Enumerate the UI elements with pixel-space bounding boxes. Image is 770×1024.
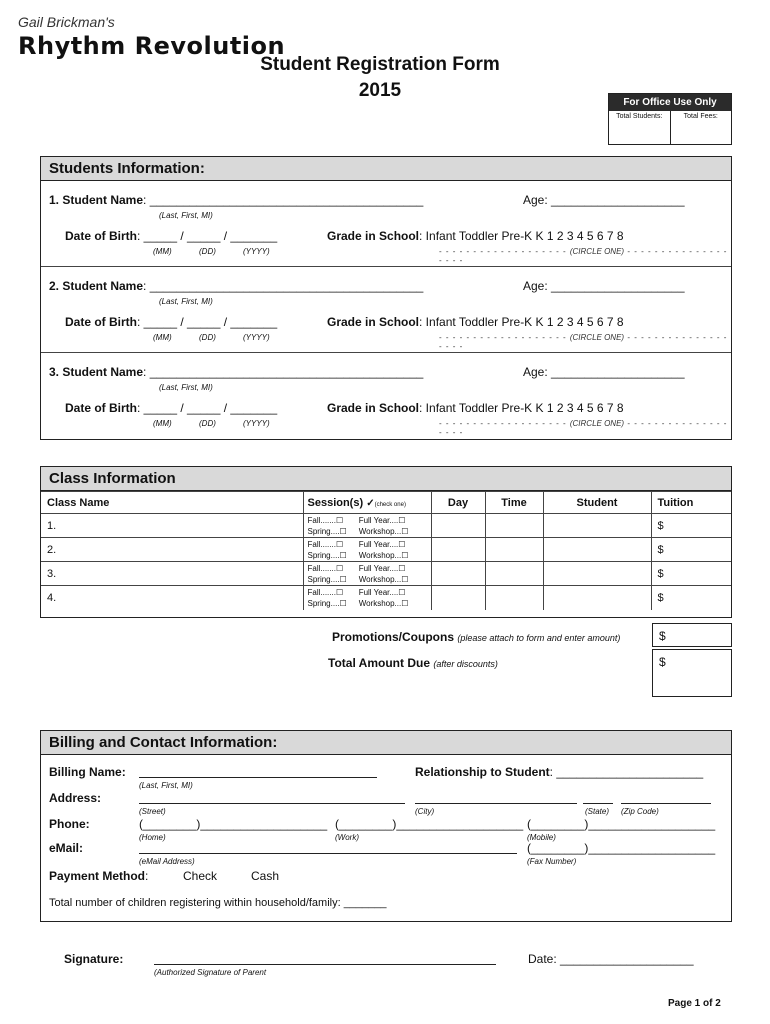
mobile-hint: (Mobile) <box>527 833 556 842</box>
dob-field[interactable]: : _____ / _____ / _______ <box>137 315 278 329</box>
student-name-label: 1. Student Name <box>49 193 144 207</box>
circle-one-hint: (CIRCLE ONE) <box>569 333 625 342</box>
name-hint: (Last, First, MI) <box>159 297 213 306</box>
time-cell[interactable] <box>485 586 543 610</box>
work-phone-field[interactable]: (________)___________________ <box>335 817 524 831</box>
grade-options[interactable]: : Infant Toddler Pre-K K 1 2 3 4 5 6 7 8 <box>419 229 624 243</box>
student-header: Student <box>543 492 651 514</box>
time-cell[interactable] <box>485 514 543 538</box>
class-name-cell[interactable]: 1. <box>41 514 303 538</box>
tuition-cell[interactable]: $ <box>651 562 731 586</box>
day-cell[interactable] <box>431 538 485 562</box>
time-cell[interactable] <box>485 538 543 562</box>
day-cell[interactable] <box>431 514 485 538</box>
student-name-label: 3. Student Name <box>49 365 144 379</box>
class-name-cell[interactable]: 4. <box>41 586 303 610</box>
name-hint: (Last, First, MI) <box>159 383 213 392</box>
tuition-header: Tuition <box>651 492 731 514</box>
payment-label: Payment Method <box>49 869 146 883</box>
billing-name-hint: (Last, First, MI) <box>139 781 193 790</box>
relationship-label: Relationship to Student <box>415 765 550 779</box>
session-cell[interactable]: Fall.......☐ Spring....☐ Full Year....☐ Workshop...☐ <box>303 562 431 586</box>
dob-field[interactable]: : _____ / _____ / _______ <box>137 401 278 415</box>
time-header: Time <box>485 492 543 514</box>
class-heading: Class Information <box>41 467 731 491</box>
fax-field[interactable]: (________)___________________ <box>527 841 716 855</box>
street-hint: (Street) <box>139 807 166 816</box>
home-hint: (Home) <box>139 833 166 842</box>
city-hint: (City) <box>415 807 435 816</box>
zip-hint: (Zip Code) <box>621 807 659 816</box>
tuition-cell[interactable]: $ <box>651 538 731 562</box>
tuition-cell[interactable]: $ <box>651 514 731 538</box>
state-hint: (State) <box>585 807 610 816</box>
work-hint: (Work) <box>335 833 359 842</box>
dob-hint-dd: (DD) <box>199 419 216 428</box>
fax-hint: (Fax Number) <box>527 857 577 866</box>
grade-dashes: - - - - - - - - - - - - - - - - - - - <box>439 419 728 437</box>
student-block <box>41 267 731 353</box>
grade-options[interactable]: : Infant Toddler Pre-K K 1 2 3 4 5 6 7 8 <box>419 401 624 415</box>
address-label: Address: <box>49 791 102 805</box>
grade-dashes: - - - - - - - - - - - - - - - - - - - <box>439 419 567 428</box>
students-heading: Students Information: <box>41 157 731 181</box>
dob-label: Date of Birth <box>65 229 137 243</box>
table-row <box>41 586 731 610</box>
grade-label: Grade in School <box>327 315 420 329</box>
time-cell[interactable] <box>485 562 543 586</box>
signature-label: Signature: <box>64 952 124 966</box>
circle-one-hint: (CIRCLE ONE) <box>569 419 625 428</box>
payment-cash-option[interactable]: Cash <box>251 869 280 883</box>
office-heading: For Office Use Only <box>609 94 731 111</box>
dob-label: Date of Birth <box>65 401 137 415</box>
session-cell[interactable]: Fall.......☐ Spring....☐ Full Year....☐ Workshop...☐ <box>303 538 431 562</box>
promotions-field[interactable]: $ <box>652 623 732 647</box>
age-field[interactable]: Age: ____________________ <box>523 279 685 293</box>
dob-hint-mm: (MM) <box>153 333 172 342</box>
grade-dashes: - - - - - - - - - - - - - - - - - - - <box>439 333 567 342</box>
mobile-phone-field[interactable]: (________)___________________ <box>527 817 716 831</box>
date-field[interactable]: Date: ____________________ <box>528 952 694 966</box>
student-cell[interactable] <box>543 562 651 586</box>
class-name-cell[interactable]: 2. <box>41 538 303 562</box>
total-due-note: (after discounts) <box>433 659 498 669</box>
session-header: Session(s) ✓(check one) <box>303 492 431 514</box>
logo-title: Rhythm Revolution <box>18 32 286 60</box>
student-block <box>41 181 731 267</box>
student-name-field[interactable]: : _________________________________________ <box>143 193 424 207</box>
student-name-field[interactable]: : _________________________________________ <box>143 365 424 379</box>
total-due-label: Total Amount Due <box>328 656 430 670</box>
home-phone-field[interactable]: (________)___________________ <box>139 817 328 831</box>
dob-field[interactable]: : _____ / _____ / _______ <box>137 229 278 243</box>
class-name-header: Class Name <box>41 492 303 514</box>
billing-name-field[interactable] <box>139 777 377 778</box>
age-field[interactable]: Age: ____________________ <box>523 193 685 207</box>
dob-hint-yyyy: (YYYY) <box>243 419 270 428</box>
billing-name-label: Billing Name: <box>49 765 126 779</box>
grade-dashes: - - - - - - - - - - - - - - - - - - - <box>439 247 728 265</box>
dob-hint-mm: (MM) <box>153 419 172 428</box>
dob-label: Date of Birth <box>65 315 137 329</box>
grade-options[interactable]: : Infant Toddler Pre-K K 1 2 3 4 5 6 7 8 <box>419 315 624 329</box>
page-number: Page 1 of 2 <box>668 998 721 1009</box>
dob-hint-yyyy: (YYYY) <box>243 333 270 342</box>
city-field[interactable] <box>415 803 577 804</box>
student-cell[interactable] <box>543 514 651 538</box>
student-name-field[interactable]: : _________________________________________ <box>143 279 424 293</box>
grade-dashes: - - - - - - - - - - - - - - - - - - - <box>439 333 728 351</box>
circle-one-hint: (CIRCLE ONE) <box>569 247 625 256</box>
form-title: Student Registration Form <box>260 54 500 75</box>
signature-hint: (Authorized Signature of Parent <box>154 968 267 977</box>
phone-label: Phone: <box>49 817 90 831</box>
tuition-cell[interactable]: $ <box>651 586 731 610</box>
total-students-field[interactable]: Total Students: <box>616 113 663 120</box>
street-field[interactable] <box>139 803 405 804</box>
dob-hint-dd: (DD) <box>199 333 216 342</box>
signature-field[interactable] <box>154 964 496 965</box>
email-field[interactable] <box>139 853 517 854</box>
day-header: Day <box>431 492 485 514</box>
state-field[interactable] <box>583 803 613 804</box>
form-year: 2015 <box>358 80 402 101</box>
day-cell[interactable] <box>431 562 485 586</box>
student-block <box>41 353 731 439</box>
billing-heading: Billing and Contact Information: <box>41 731 731 755</box>
logo-subtitle: Gail Brickman's <box>18 14 115 30</box>
session-cell[interactable]: Fall.......☐ Spring....☐ Full Year....☐ Workshop...☐ <box>303 586 431 610</box>
zip-field[interactable] <box>621 803 711 804</box>
total-fees-field[interactable]: Total Fees: <box>670 111 732 144</box>
class-section <box>40 466 732 618</box>
promotions-label: Promotions/Coupons <box>332 630 454 644</box>
grade-label: Grade in School <box>327 229 420 243</box>
student-name-label: 2. Student Name <box>49 279 144 293</box>
relationship-field[interactable]: : ______________________ <box>549 765 704 779</box>
dob-hint-mm: (MM) <box>153 247 172 256</box>
office-use-box <box>608 93 732 145</box>
student-cell[interactable] <box>543 538 651 562</box>
student-cell[interactable] <box>543 586 651 610</box>
dob-hint-dd: (DD) <box>199 247 216 256</box>
table-row <box>41 538 731 562</box>
session-cell[interactable]: Fall.......☐ Spring....☐ Full Year....☐ Workshop...☐ <box>303 514 431 538</box>
payment-check-option[interactable]: Check <box>183 869 218 883</box>
email-label: eMail: <box>49 841 84 855</box>
dob-hint-yyyy: (YYYY) <box>243 247 270 256</box>
billing-section: Billing and Contact Information: Billing Name: Relationship to Student: ______________________ (Last, First, MI) Address: (Street) (City) (State) (Zip Code) Phone: (________)___________________ (________)___________________ (________)___________________ (Home) (Work) (Mobile) eMail: (________)___________________ (eMail Address) (Fax Number) Payment Method: Check Cash Total number of children registering within household/family: _______ <box>40 730 732 922</box>
name-hint: (Last, First, MI) <box>159 211 213 220</box>
grade-dashes: - - - - - - - - - - - - - - - - - - - <box>439 247 567 256</box>
age-field[interactable]: Age: ____________________ <box>523 365 685 379</box>
total-due-field[interactable]: $ <box>652 649 732 697</box>
grade-label: Grade in School <box>327 401 420 415</box>
table-row <box>41 562 731 586</box>
promotions-note: (please attach to form and enter amount) <box>457 633 621 643</box>
class-name-cell[interactable]: 3. <box>41 562 303 586</box>
children-total-field[interactable]: Total number of children registering within household/family: _______ <box>49 897 387 909</box>
table-row <box>41 514 731 538</box>
email-hint: (eMail Address) <box>139 857 195 866</box>
class-table <box>41 491 731 610</box>
students-section <box>40 156 732 440</box>
day-cell[interactable] <box>431 586 485 610</box>
